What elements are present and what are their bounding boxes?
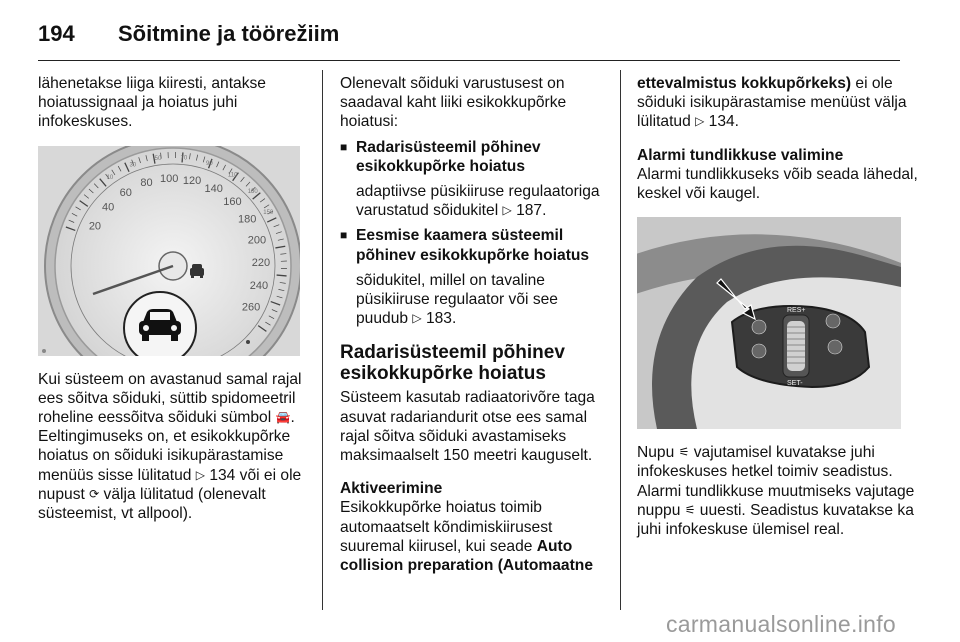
small-car-icon [190, 264, 204, 278]
speed-label: 220 [251, 256, 271, 269]
speedometer-illustration [38, 146, 300, 356]
speed-label: 160 [223, 195, 242, 208]
speed-label: 240 [249, 279, 269, 292]
paragraph: Süsteem kasutab radiaatorivõre taga asuvat radariandurit otse ees samal rajal sõitva sõiduki avastamiseks maksimaalselt 150 meetri kauguselt. [340, 389, 595, 465]
mph-label: 30 [129, 162, 137, 169]
subheading: Alarmi tundlikkuse valimine [637, 146, 844, 164]
speed-label: 120 [182, 174, 202, 187]
mph-label: 10 [106, 174, 114, 181]
arrow-icon: ▷ [502, 203, 512, 218]
column-3 [637, 74, 927, 553]
paragraph: Alarmi tundlikkuseks võib seada lähedal, keskel või kaugel. [637, 165, 918, 203]
mph-label: 130 [247, 188, 258, 195]
arrow-icon: ▷ [695, 114, 705, 129]
cruise-cancel-button [752, 344, 766, 358]
paragraph: lähenetakse liiga kiiresti, antakse hoiatussignaal ja hoiatus juhi infokeskuses. [38, 75, 266, 131]
sensitivity-icon: ⚟ [684, 502, 696, 517]
car-icon: 🚘 [275, 410, 291, 425]
list-item: ■ Eesmise kaamera süsteemil põhinev esikokkupõrke hoiatus [340, 227, 590, 264]
subheading: Aktiveerimine [340, 480, 443, 498]
speed-label: 260 [241, 301, 261, 314]
chapter-title: Sõitmine ja töörežiim [118, 21, 340, 46]
distance-button [826, 314, 840, 328]
paragraph: Kui süsteem on avastanud samal rajal ees sõitva sõiduki, süttib spidomeetril roheline eessõitva sõiduki sümbol 🚘. Eeltingimuseks on, et esikokkupõrke hoiatus on sõiduki isikupärastamise menüüs sisse lülitatud ▷ 134 või ei ole nupust ⟳ välja lülitatud (olenevalt süsteemist, vt allpool). [38, 370, 302, 523]
list-item-text: sõidukitel, millel on tavaline püsikiiruse regulaator või see puudub ▷ 183. [356, 271, 558, 328]
speedometer-figure [38, 146, 300, 356]
header-rule [38, 60, 900, 61]
speed-label: 180 [238, 213, 257, 226]
mph-label: 110 [227, 172, 238, 179]
steering-wheel-figure [637, 217, 901, 429]
speed-label: 200 [247, 234, 267, 247]
cruise-on-off-button [828, 340, 842, 354]
car-off-icon: ⟳ [89, 486, 100, 501]
speed-label: 100 [159, 172, 179, 185]
speed-label: 140 [204, 182, 223, 195]
thumbwheel [787, 321, 805, 371]
mph-label: 70 [180, 155, 188, 162]
column-divider [620, 70, 621, 610]
paragraph: Esikokkupõrke hoiatus toimib automaatselt kõndimiskiirusest suuremal kiirusel, kui seade Auto collision preparation (Automaatne [340, 499, 593, 575]
page-header [38, 14, 339, 54]
column-2 [340, 74, 612, 589]
arrow-icon: ▷ [412, 311, 422, 326]
speed-label: 20 [88, 219, 102, 232]
mph-label: 90 [205, 160, 213, 167]
section-heading: Radarisüsteemil põhinev esikokkupõrke hoiatus [340, 342, 565, 385]
speed-label: 40 [101, 201, 115, 214]
set-label: SET- [787, 380, 803, 388]
arrow-icon: ▷ [195, 467, 205, 482]
paragraph: ettevalmistus kokkupõrkeks) ei ole sõiduki isikupärastamise menüüst välja lülitatud ▷ 134. [637, 75, 907, 131]
paragraph: Nupu ⚟ vajutamisel kuvatakse juhi infokeskuses hetkel toimiv seadistus. Alarmi tundlikkuse muutmiseks vajutage nuppu ⚟ uuesti. Seadistus kuvatakse ka juhi infokeskuse ülemisel real. [637, 444, 915, 539]
mph-label: 50 [154, 155, 162, 162]
page-number: 194 [38, 21, 75, 46]
speedometer-tick [277, 275, 287, 276]
steering-wheel-illustration [637, 217, 901, 429]
list-item-text: adaptiivse püsikiiruse regulaatoriga varustatud sõidukitel ▷ 187. [356, 183, 600, 220]
paragraph: Olenevalt sõiduki varustusest on saadaval kaht liiki esikokkupõrke hoiatusi: [340, 75, 567, 131]
speed-label: 80 [140, 176, 153, 189]
mph-label: 150 [263, 209, 274, 216]
watermark: carmanualsonline.info [665, 611, 896, 637]
column-divider [322, 70, 323, 610]
speed-label: 60 [119, 186, 132, 199]
column-1 [38, 74, 310, 537]
sensitivity-button [752, 320, 766, 334]
res-label: RES+ [787, 307, 806, 315]
sensitivity-icon: ⚟ [678, 445, 690, 460]
list-item: ■ Radarisüsteemil põhinev esikokkupõrke hoiatus [340, 138, 541, 175]
